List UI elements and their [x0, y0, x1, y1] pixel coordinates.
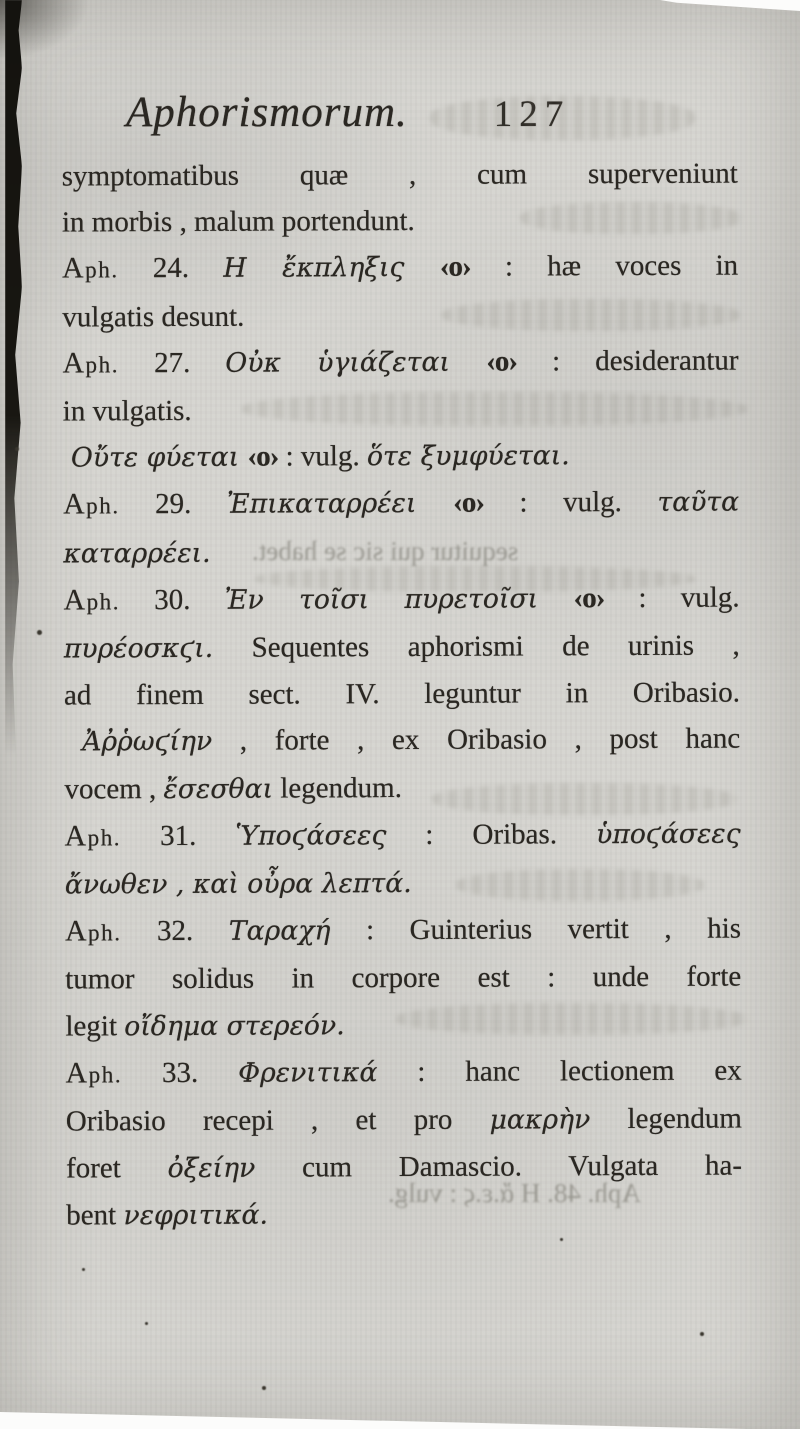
ink-bleedthrough-smudge: [456, 869, 704, 901]
greek-text: Η ἔκπληξις: [223, 252, 440, 285]
collation-siglum: ‹o›: [453, 487, 485, 520]
ink-bleedthrough-smudge: [396, 1003, 748, 1035]
aphorism-label: Aph.: [63, 488, 120, 521]
text-line: [64, 716, 740, 766]
latin-text: , forte , ex Oribasio , post hanc: [212, 722, 741, 758]
greek-text: Ἐν τοῖσι πυρετοῖσι: [224, 583, 574, 616]
greek-text: μακρὴν: [489, 1104, 591, 1136]
greek-text: καταρρέει.: [63, 537, 211, 570]
text-line: [66, 1096, 742, 1146]
latin-text: Sequentes aphorismi de urinis ,: [213, 629, 740, 664]
greek-text: Ἀῤῥωϛίην: [82, 726, 213, 758]
collation-siglum: ‹o›: [439, 251, 471, 284]
latin-text: legendum: [590, 1102, 742, 1136]
latin-text: 31.: [120, 819, 236, 853]
latin-text: : vulg.: [483, 486, 658, 520]
paper-speck: [15, 447, 19, 451]
aphorism-label: Aph.: [63, 584, 121, 617]
aphorism-label: Aph.: [64, 915, 122, 948]
text-line: [63, 479, 739, 530]
latin-text: ad finem sect. IV. leguntur in Oribasio.: [63, 676, 741, 712]
text-line: [65, 810, 741, 861]
text-line: [64, 623, 740, 673]
verso-bleedthrough-text: Aph. 48. Η ἄ.ε.ϛ : vulg.: [388, 1178, 641, 1208]
aphorism-label: Aph.: [62, 347, 120, 380]
latin-text: vulgatis desunt.: [62, 300, 245, 334]
latin-text: : desiderantur: [516, 344, 739, 378]
latin-text: : Guinterius vertit , his: [330, 912, 742, 947]
ink-bleedthrough-smudge: [430, 96, 695, 140]
paper-speck: [37, 630, 42, 635]
greek-text: ὀξείην: [167, 1152, 256, 1185]
latin-text: Oribasio recepi , et pro: [65, 1103, 490, 1138]
ink-bleedthrough-smudge: [242, 392, 747, 426]
ink-bleedthrough-smudge: [432, 783, 737, 815]
latin-text: legit: [65, 1009, 125, 1043]
collation-siglum: ‹o›: [573, 581, 605, 615]
paper-speck: [262, 1386, 266, 1390]
greek-text: Οὔτε φύεται: [70, 441, 248, 474]
latin-text: 32.: [121, 915, 229, 948]
greek-text: πυρέοσκϛι.: [63, 632, 214, 665]
latin-text: vocem ,: [64, 772, 164, 806]
text-line: [64, 670, 740, 719]
latin-text: : hanc lectionem ex: [377, 1054, 742, 1088]
greek-text: Ὑποϛάσεες: [235, 819, 387, 852]
text-line: [66, 1047, 742, 1098]
latin-text: : hæ voces in: [470, 249, 739, 284]
aphorism-label: Aph.: [65, 1057, 123, 1090]
greek-text: ἔσεσθαι: [163, 773, 274, 805]
collation-siglum: ‹o›: [486, 345, 518, 378]
scan-background-bottom-edge: [0, 1409, 762, 1429]
scan-background-top-edge: [660, 0, 800, 11]
latin-text: tumor solidus in corpore est : unde forte: [65, 960, 742, 996]
paper-speck: [700, 1332, 704, 1336]
latin-text: bent: [66, 1199, 124, 1232]
paper-speck: [82, 1268, 85, 1271]
latin-text: legendum.: [272, 771, 402, 805]
text-line: [65, 906, 741, 957]
ink-bleedthrough-smudge: [442, 299, 740, 331]
aphorism-label: Aph.: [64, 820, 122, 853]
text-line: [63, 432, 739, 482]
text-line: [65, 954, 741, 1003]
aphorism-label: Aph.: [62, 252, 119, 285]
greek-text: ὅτε ξυμφύεται.: [366, 440, 570, 473]
latin-text: 30.: [119, 583, 225, 617]
latin-text: 27.: [118, 346, 226, 380]
running-title: Aphorismorum.: [126, 89, 408, 136]
greek-text: οἴδημα στερεόν.: [124, 1009, 345, 1042]
latin-text: : Oribas.: [386, 817, 597, 851]
greek-text: ταῦτα: [657, 486, 740, 519]
latin-text: : vulg.: [278, 440, 368, 473]
latin-text: 24.: [118, 252, 224, 285]
greek-text: Ταραχή: [228, 915, 331, 948]
latin-text: symptomatibus quæ , cum superveniunt: [61, 157, 738, 193]
greek-text: νεφριτικά.: [123, 1200, 269, 1232]
greek-text: Φρενιτικά: [238, 1056, 378, 1089]
greek-text: ἄνωθεν , καὶ οὖρα λεπτά.: [64, 868, 412, 901]
paper-speck: [145, 1322, 148, 1325]
latin-text: in vulgatis.: [62, 394, 192, 428]
text-line: [62, 337, 738, 388]
greek-text: Ἐπικαταρρέει: [226, 488, 454, 521]
ink-bleedthrough-smudge: [255, 566, 695, 592]
greek-text: Οὐκ ὑγιάζεται: [225, 346, 487, 379]
latin-text: cum Damascio. Vulgata ha-: [255, 1149, 743, 1184]
latin-text: in morbis , malum portendunt.: [61, 205, 415, 239]
latin-text: 29.: [119, 488, 227, 521]
verso-bleedthrough-text: sequitur qui sic se habet.: [252, 536, 519, 566]
latin-text: foret: [65, 1152, 168, 1185]
text-line: [62, 151, 738, 200]
latin-text: 33.: [122, 1056, 239, 1090]
greek-text: ὑποϛάσεες: [596, 818, 741, 850]
collation-siglum: ‹o›: [247, 440, 279, 473]
paper-speck: [560, 1238, 563, 1241]
ink-bleedthrough-smudge: [520, 202, 742, 234]
page-number: 127: [493, 94, 571, 135]
text-line: [62, 243, 738, 294]
latin-text: : vulg.: [604, 581, 740, 614]
